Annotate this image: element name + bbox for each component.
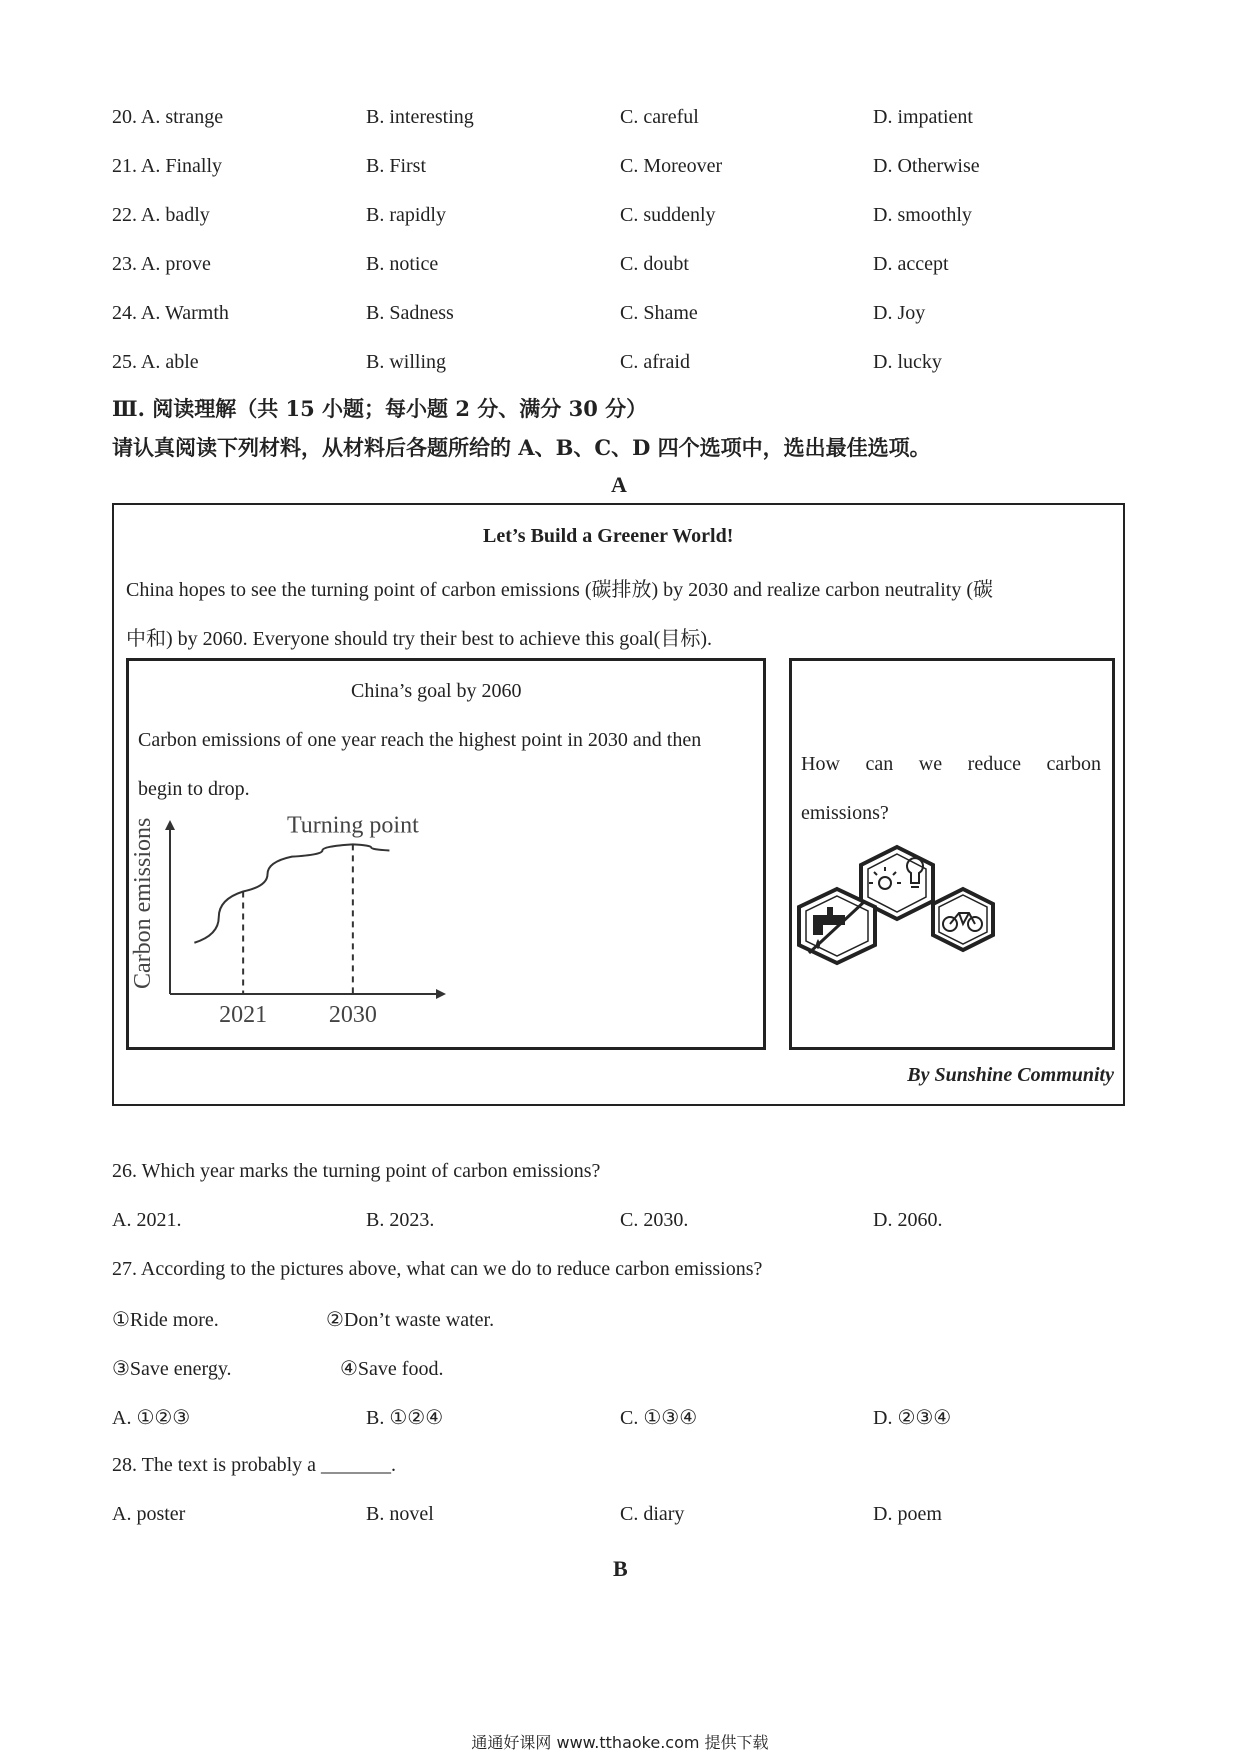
cloze-option-d: D. impatient	[873, 106, 973, 128]
option-b: B. ①②④	[366, 1407, 444, 1429]
cloze-option-d: D. Joy	[873, 302, 926, 324]
poster-intro-line2: 中和) by 2060. Everyone should try their best to achieve this goal(目标).	[126, 628, 712, 650]
cloze-option-d: D. accept	[873, 253, 949, 275]
cloze-row-25	[112, 351, 1112, 381]
x-tick-label: 2021	[219, 1002, 268, 1028]
question-27-item-4: ④Save food.	[340, 1358, 444, 1380]
cloze-row-22	[112, 204, 1112, 234]
reduce-icons	[797, 845, 1007, 985]
question-28-options	[112, 1503, 1112, 1533]
emissions-curve	[194, 844, 389, 942]
passage-label-a: A	[611, 472, 627, 497]
cloze-option-b: B. willing	[366, 351, 447, 373]
cloze-option-a: 24. A. Warmth	[112, 302, 229, 324]
cloze-option-a: 23. A. prove	[112, 253, 211, 275]
section-instruction: 请认真阅读下列材料，从材料后各题所给的 A、B、C、D 四个选项中，选出最佳选项。	[112, 435, 931, 460]
option-a: A. 2021.	[112, 1209, 182, 1231]
reduce-question-line2: emissions?	[801, 802, 889, 824]
word: carbon	[1046, 753, 1101, 775]
cloze-option-a: 25. A. able	[112, 351, 199, 373]
bicycle-icon	[933, 889, 993, 950]
option-a: A. poster	[112, 1503, 186, 1525]
cloze-option-b: B. First	[366, 155, 427, 177]
cloze-option-c: C. Shame	[620, 302, 698, 324]
cloze-row-24	[112, 302, 1112, 332]
cloze-option-c: C. afraid	[620, 351, 690, 373]
question-27: 27. According to the pictures above, what can we do to reduce carbon emissions?	[112, 1258, 763, 1280]
reduce-question-line1	[801, 753, 1101, 783]
cloze-row-23	[112, 253, 1112, 283]
turning-point-label: Turning point	[286, 812, 419, 839]
option-d: D. poem	[873, 1503, 942, 1525]
cloze-option-c: C. careful	[620, 106, 699, 128]
cloze-option-d: D. smoothly	[873, 204, 972, 226]
cloze-option-a: 20. A. strange	[112, 106, 224, 128]
poster-title: Let’s Build a Greener World!	[483, 525, 734, 547]
y-axis-arrow	[165, 820, 175, 830]
question-27-item-3: ③Save energy.	[112, 1358, 232, 1380]
poster-signature: By Sunshine Community	[907, 1064, 1114, 1086]
x-axis-arrow	[436, 989, 446, 999]
page-footer: 通通好课网 www.tthaoke.com 提供下载	[471, 1733, 769, 1752]
x-tick-label: 2030	[328, 1002, 377, 1028]
goal-title: China’s goal by 2060	[351, 680, 522, 702]
cloze-option-c: C. doubt	[620, 253, 689, 275]
cloze-row-21	[112, 155, 1112, 185]
option-c: C. diary	[620, 1503, 685, 1525]
option-b: B. 2023.	[366, 1209, 435, 1231]
option-c: C. ①③④	[620, 1407, 698, 1429]
question-28: 28. The text is probably a _______.	[112, 1454, 397, 1476]
cloze-option-a: 21. A. Finally	[112, 155, 223, 177]
question-27-options	[112, 1405, 1112, 1435]
cloze-option-a: 22. A. badly	[112, 204, 210, 226]
option-d: D. ②③④	[873, 1407, 952, 1429]
cloze-option-b: B. rapidly	[366, 204, 446, 226]
word: can	[865, 753, 894, 775]
passage-label-b: B	[613, 1556, 628, 1581]
option-c: C. 2030.	[620, 1209, 689, 1231]
section-title: Ⅲ. 阅读理解（共 15 小题；每小题 2 分、满分 30 分）	[112, 396, 648, 421]
question-26: 26. Which year marks the turning point of carbon emissions?	[112, 1160, 601, 1182]
option-a: A. ①②③	[112, 1407, 191, 1429]
goal-line2: begin to drop.	[138, 778, 250, 800]
cloze-option-b: B. interesting	[366, 106, 474, 128]
cloze-row-20	[112, 106, 1112, 136]
cloze-option-d: D. lucky	[873, 351, 942, 373]
cloze-option-b: B. notice	[366, 253, 439, 275]
cloze-option-c: C. suddenly	[620, 204, 716, 226]
poster-intro-line1: China hopes to see the turning point of carbon emissions (碳排放) by 2030 and realize carbon neutrality (碳	[126, 579, 994, 601]
y-axis-label: Carbon emissions	[130, 817, 156, 989]
option-d: D. 2060.	[873, 1209, 943, 1231]
word: reduce	[967, 753, 1021, 775]
option-b: B. novel	[366, 1503, 434, 1525]
cloze-option-d: D. Otherwise	[873, 155, 980, 177]
word: How	[801, 753, 840, 775]
cloze-option-b: B. Sadness	[366, 302, 454, 324]
water-tap-icon	[799, 889, 875, 963]
cloze-option-c: C. Moreover	[620, 155, 723, 177]
word: we	[918, 753, 943, 775]
question-26-options	[112, 1209, 1112, 1239]
question-27-item-2: ②Don’t waste water.	[326, 1309, 495, 1331]
carbon-emissions-chart	[130, 812, 456, 1037]
question-27-item-1: ①Ride more.	[112, 1309, 219, 1331]
goal-line1: Carbon emissions of one year reach the highest point in 2030 and then	[138, 729, 702, 751]
